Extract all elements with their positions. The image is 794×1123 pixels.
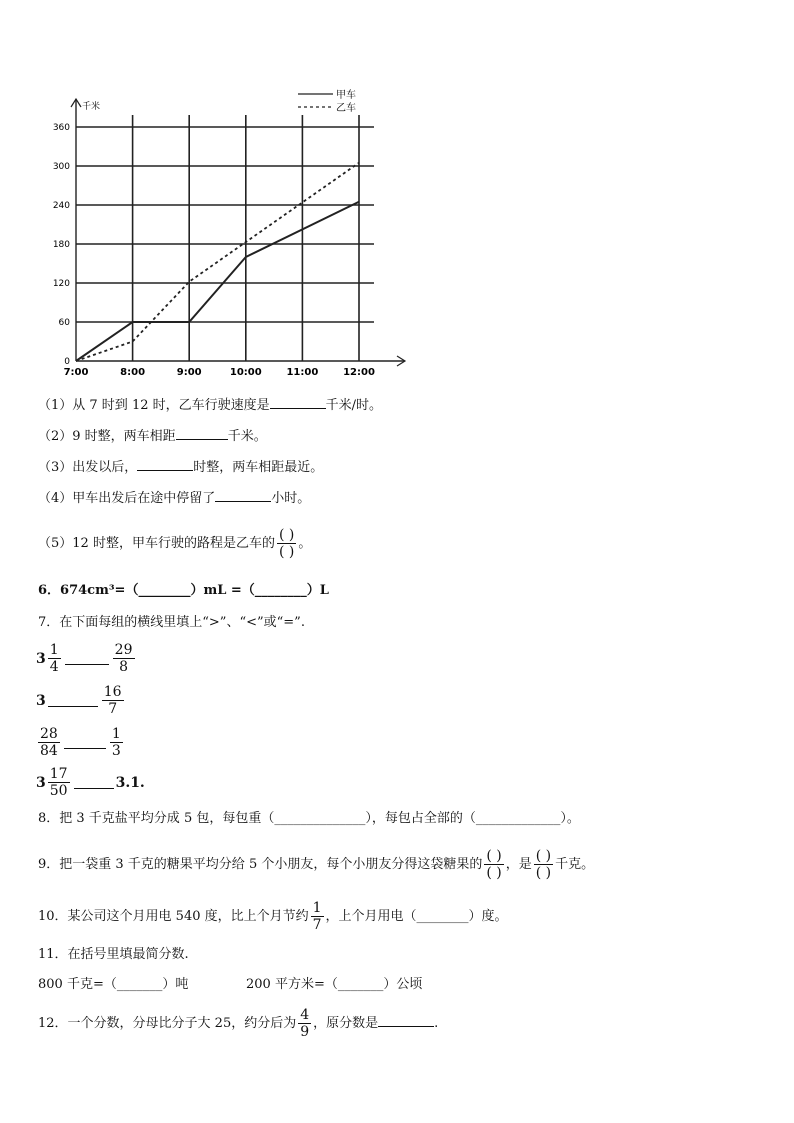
question-12 (38, 1004, 438, 1044)
question-10 (38, 897, 508, 937)
legend-label: 乙车 (336, 103, 356, 114)
compare-item-3 (36, 726, 125, 759)
y-tick-label: 0 (64, 357, 70, 367)
fraction-numerator: 17 (49, 766, 68, 782)
y-axis-label: 千米 (82, 102, 101, 112)
whole-number: 3 (36, 650, 46, 667)
left-fraction (38, 726, 60, 759)
compare-blank[interactable] (64, 748, 106, 749)
chart-labels (53, 100, 375, 378)
question-1 (38, 394, 382, 416)
chart-series (76, 163, 359, 361)
q10-post: ，上个月用电（________）度。 (325, 909, 508, 924)
q10-fraction (311, 900, 324, 933)
question-11a: 800 千克=（_______）吨 (38, 977, 189, 992)
y-tick-label: 60 (58, 318, 70, 328)
question-8: 8．把 3 千克盐平均分成 5 包，每包重（______________），每包占全部的（_____________）。 (38, 811, 580, 826)
compare-blank[interactable] (74, 788, 114, 789)
answer-blank[interactable] (270, 394, 326, 409)
q4-post: 小时。 (271, 491, 311, 506)
x-tick-label: 7:00 (63, 367, 89, 378)
x-tick-label: 12:00 (343, 367, 375, 378)
question-11: 11．在括号里填最简分数. (38, 947, 189, 962)
answer-blank[interactable] (215, 487, 271, 502)
y-tick-label: 180 (52, 240, 70, 250)
whole-number: 3 (36, 692, 46, 709)
q3-post: 时整，两车相距最近。 (193, 460, 324, 475)
fraction-denominator: 84 (40, 743, 58, 759)
q9-post: 千克。 (555, 857, 595, 872)
q3-text: （3）出发以后， (38, 460, 138, 475)
q1-post: 千米/时。 (325, 398, 383, 413)
y-tick-label: 120 (52, 279, 70, 289)
fraction-denominator: ( ) (278, 544, 295, 560)
question-4 (38, 487, 310, 509)
left-fraction (48, 766, 70, 799)
fraction-numerator: ( ) (278, 527, 295, 543)
q10-text: 10．某公司这个月用电 540 度，比上个月节约 (38, 909, 309, 924)
x-tick-label: 10:00 (229, 367, 262, 378)
fraction-numerator: 16 (103, 684, 122, 700)
fraction-denominator: 9 (300, 1024, 310, 1040)
q2-post: 千米。 (227, 429, 267, 444)
q12-post: ，原分数是 (313, 1016, 379, 1031)
decimal-value: 3.1. (115, 774, 145, 791)
question-6: 6．674cm³=（________）mL =（________）L (38, 583, 329, 598)
right-fraction (113, 642, 135, 675)
fraction-denominator: 7 (312, 917, 322, 933)
fraction-numerator: ( ) (486, 848, 502, 864)
y-tick-label: 240 (52, 201, 70, 211)
question-5 (38, 524, 311, 564)
line-chart (30, 82, 420, 382)
q9-fraction-2[interactable] (534, 848, 553, 881)
chart-legend (298, 89, 356, 114)
fraction-denominator: ( ) (535, 865, 552, 881)
question-2 (38, 425, 267, 447)
fraction-denominator: 4 (49, 659, 59, 675)
answer-blank[interactable] (378, 1012, 434, 1027)
series-line-1 (76, 202, 359, 361)
legend-label: 甲车 (336, 90, 356, 101)
left-fraction (48, 642, 61, 675)
fraction-numerator: ( ) (535, 848, 552, 864)
fraction-denominator: 8 (119, 659, 129, 675)
compare-item-4 (36, 766, 145, 799)
answer-blank[interactable] (176, 425, 228, 440)
x-tick-label: 8:00 (120, 367, 146, 378)
question-11b: 200 平方米=（_______）公顷 (246, 977, 423, 992)
q9-mid: ，是 (505, 857, 532, 872)
q9-text: 9．把一袋重 3 千克的糖果平均分给 5 个小朋友，每个小朋友分得这袋糖果的 (38, 857, 483, 872)
question-9 (38, 845, 594, 885)
fraction-denominator: ( ) (486, 865, 502, 881)
x-tick-label: 11:00 (286, 367, 319, 378)
q2-text: （2）9 时整，两车相距 (38, 429, 176, 444)
q5-text: （5）12 时整，甲车行驶的路程是乙车的 (38, 536, 275, 551)
fraction-numerator: 4 (300, 1007, 310, 1023)
q12-text: 12．一个分数，分母比分子大 25，约分后为 (38, 1016, 297, 1031)
fraction-numerator: 29 (114, 642, 133, 658)
whole-number: 3 (36, 774, 46, 791)
chart-axes (71, 99, 405, 366)
fraction-denominator: 3 (111, 743, 121, 759)
fraction-numerator: 28 (40, 726, 58, 742)
right-fraction (110, 726, 123, 759)
question-7: 7．在下面每组的横线里填上“>”、“<”或“=”. (38, 615, 305, 630)
question-3 (38, 456, 323, 478)
compare-item-1 (36, 642, 137, 675)
q5-post: 。 (298, 536, 312, 551)
q12-fraction (298, 1007, 311, 1040)
chart-grid (76, 115, 374, 361)
q4-text: （4）甲车出发后在途中停留了 (38, 491, 216, 506)
q9-fraction-1[interactable] (484, 848, 503, 881)
q1-text: （1）从 7 时到 12 时，乙车行驶速度是 (38, 398, 270, 413)
q5-fraction[interactable] (277, 527, 296, 560)
fraction-numerator: 1 (312, 900, 322, 916)
right-fraction (102, 684, 124, 717)
fraction-denominator: 50 (49, 783, 68, 799)
q12-end: . (434, 1016, 439, 1031)
compare-blank[interactable] (65, 664, 109, 665)
fraction-denominator: 7 (108, 701, 118, 717)
y-tick-label: 360 (52, 123, 70, 133)
fraction-numerator: 1 (111, 726, 121, 742)
answer-blank[interactable] (137, 456, 193, 471)
compare-blank[interactable] (48, 706, 98, 707)
compare-item-2 (36, 684, 126, 717)
x-tick-label: 9:00 (176, 367, 202, 378)
y-tick-label: 300 (52, 162, 70, 172)
fraction-numerator: 1 (49, 642, 59, 658)
